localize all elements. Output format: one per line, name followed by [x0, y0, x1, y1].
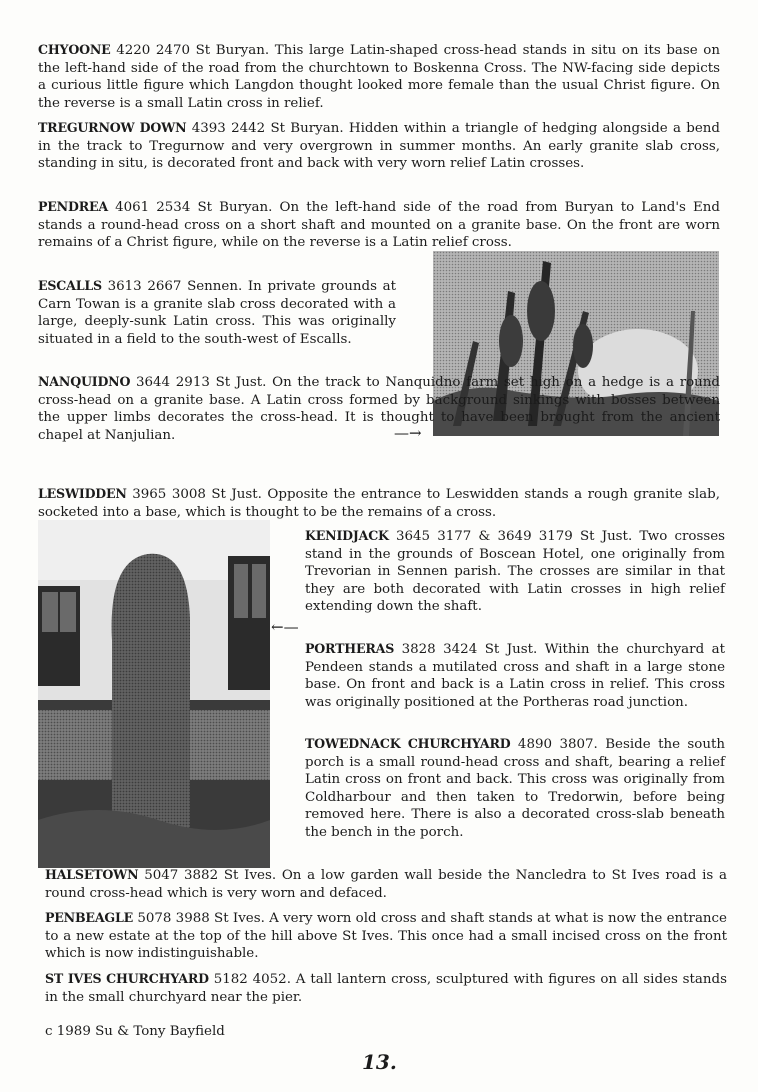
- entry-text: 5078 3988 St Ives. A very worn old cross and shaft stands at what is now the entrance to a new estate at the top of the hill above St Ives. This once had a small incised cross on the front which is now indistinguishable.: [45, 911, 727, 962]
- entry-pendrea: [38, 198, 720, 252]
- entry-tregurnow-down: [38, 119, 720, 173]
- entry-towednack-churchyard: [305, 735, 725, 842]
- entry-heading: CHYOONE: [38, 42, 111, 57]
- photo-kenidjack-cross: [38, 520, 270, 868]
- entry-text: 5182 4052. A tall lantern cross, sculptured with figures on all sides stands in the small churchyard near the pier.: [45, 972, 727, 1005]
- entry-text: 3644 2913 St Just. On the track to Nanquidno farm set high on a hedge is a round cross-head on a granite base. A Latin cross formed by background sinkings with bosses between the upper limbs decorates the cross-head. It is thought to have been brought from the ancient chapel at Nanjulian.: [38, 375, 720, 443]
- entry-text: 3613 2667 Sennen. In private grounds at Carn Towan is a granite slab cross decorated with a large, deeply-sunk Latin cross. This was originally situated in a field to the south-west of Escalls.: [38, 279, 396, 347]
- entry-text: 5047 3882 St Ives. On a low garden wall beside the Nancledra to St Ives road is a round cross-head which is very worn and defaced.: [45, 868, 727, 901]
- entry-heading: PORTHERAS: [305, 641, 395, 656]
- entry-penbeagle: [45, 909, 727, 963]
- entry-text: 3645 3177 & 3649 3179 St Just. Two crosses stand in the grounds of Boscean Hotel, one originally from Trevorian in Sennen parish. The crosses are similar in that they are both decorated with Latin crosses in high relief extending down the shaft.: [305, 529, 725, 615]
- entry-halsetown: [45, 866, 727, 902]
- entry-heading: PENDREA: [38, 199, 108, 214]
- entry-leswidden: [38, 485, 720, 521]
- entry-st-ives-churchyard: [45, 970, 727, 1006]
- entry-portheras: [305, 640, 725, 711]
- entry-nanquidno: [38, 373, 720, 444]
- arrow-left-to-photo: ←—: [271, 618, 299, 636]
- entry-escalls: [38, 277, 396, 348]
- entry-text: 4393 2442 St Buryan. Hidden within a triangle of hedging alongside a bend in the track to Tregurnow and very overgrown in summer months. An early granite slab cross, standing in situ, is decorated front and back with very worn relief Latin crosses.: [38, 121, 720, 172]
- entry-heading: HALSETOWN: [45, 867, 139, 882]
- entry-text: 4890 3807. Beside the south porch is a small round-head cross and shaft, bearing a relief Latin cross on front and back. This cross was originally from Coldharbour and then taken to Tredorwin, before being removed here. There is also a decorated cross-slab beneath the bench in the porch.: [305, 737, 725, 840]
- entry-heading: KENIDJACK: [305, 528, 389, 543]
- copyright-line: c 1989 Su & Tony Bayfield: [45, 1024, 225, 1039]
- entry-heading: PENBEAGLE: [45, 910, 134, 925]
- entry-text: 4220 2470 St Buryan. This large Latin-shaped cross-head stands in situ on its base on the left-hand side of the road from the churchtown to Boskenna Cross. The NW-facing side depicts a curious little figure which Langdon thought looked more female than the usual Christ figure. On the reverse is a small Latin cross in relief.: [38, 43, 720, 111]
- entry-text: 4061 2534 St Buryan. On the left-hand side of the road from Buryan to Land's End stands a round-head cross on a short shaft and mounted on a granite base. On the front are worn remains of a Christ figure, while on the reverse is a Latin relief cross.: [38, 200, 720, 251]
- entry-heading: NANQUIDNO: [38, 374, 131, 389]
- entry-heading: ESCALLS: [38, 278, 102, 293]
- entry-text: 3828 3424 St Just. Within the churchyard at Pendeen stands a mutilated cross and shaft in a large stone base. On front and back is a Latin cross in relief. This cross was originally positioned at the Portheras road junction.: [305, 642, 725, 710]
- entry-heading: TREGURNOW DOWN: [38, 120, 187, 135]
- page-number: 13.: [362, 1050, 397, 1074]
- entry-text: 3965 3008 St Just. Opposite the entrance to Leswidden stands a rough granite slab, socketed into a base, which is thought to be the remains of a cross.: [38, 487, 720, 520]
- entry-heading: TOWEDNACK CHURCHYARD: [305, 736, 511, 751]
- entry-heading: LESWIDDEN: [38, 486, 127, 501]
- entry-heading: ST IVES CHURCHYARD: [45, 971, 209, 986]
- arrow-right-to-photo: —→: [394, 424, 422, 442]
- entry-chyoone: [38, 41, 720, 112]
- entry-kenidjack: [305, 527, 725, 616]
